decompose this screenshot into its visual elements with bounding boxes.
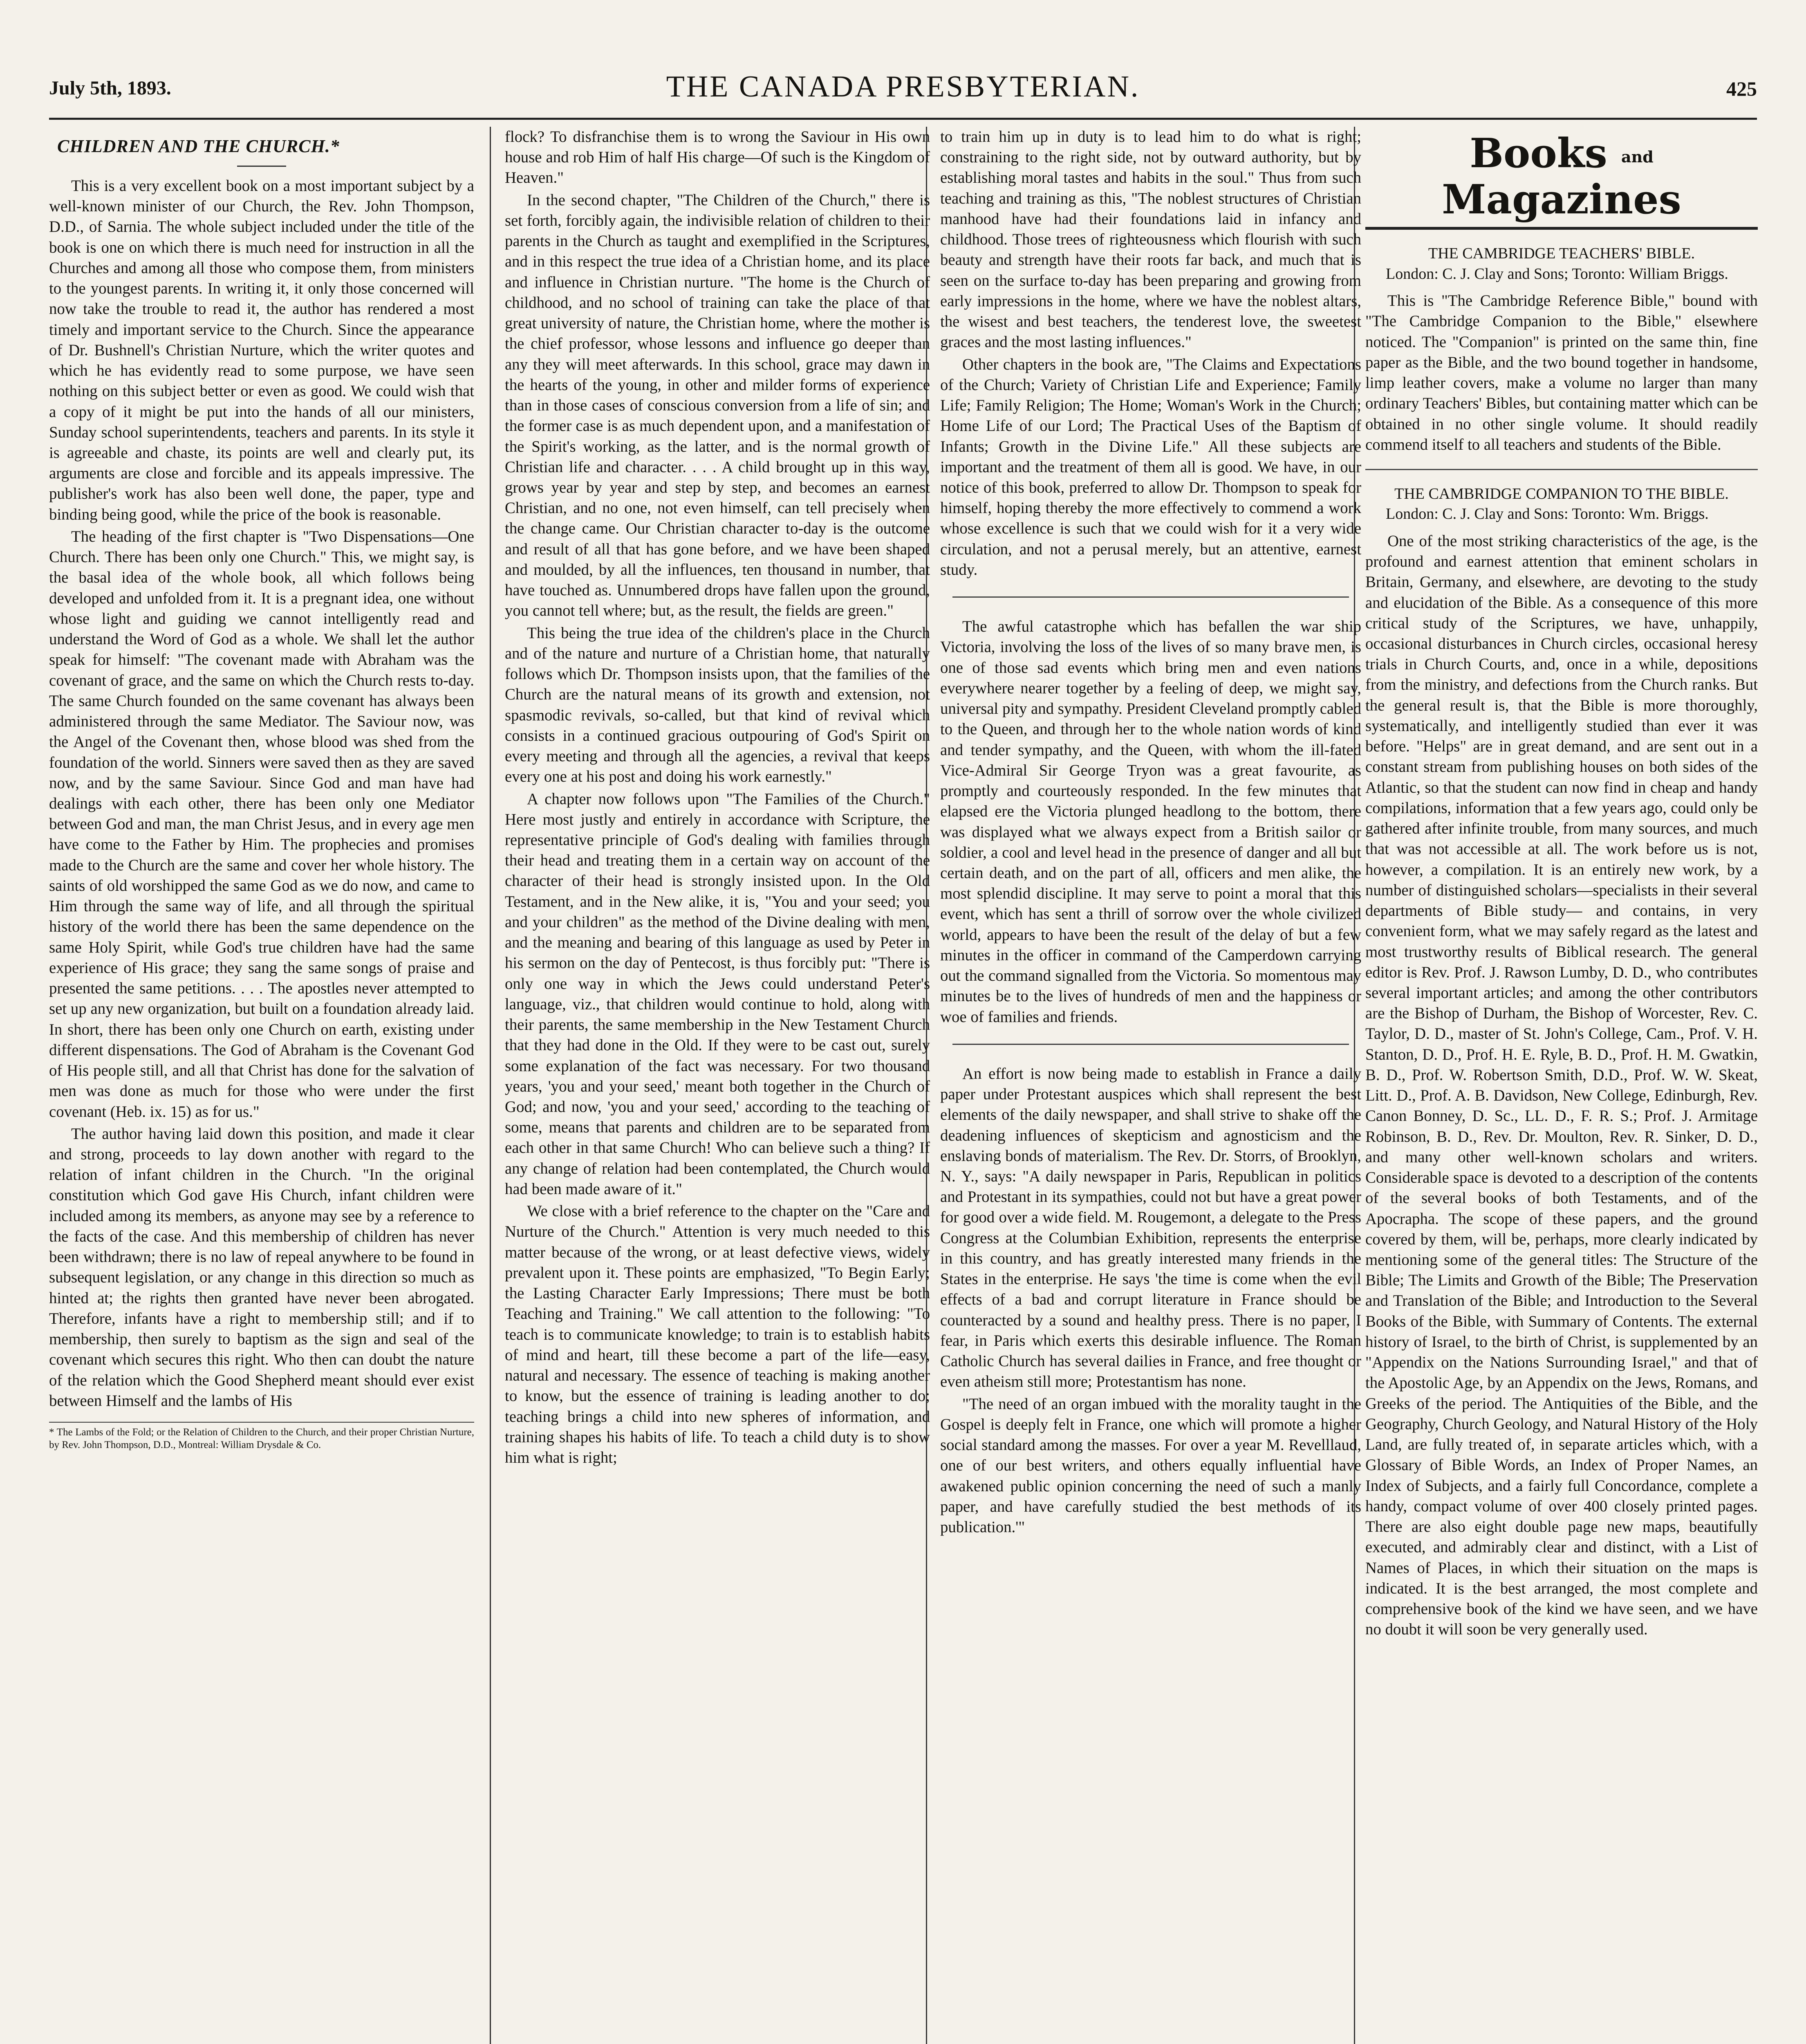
article-paragraph: to train him up in duty is to lead him to do what is right; constraining to the right side, not by outward authority, but by establishing moral tastes and habits in the soul." Thus from such teaching and training as this, "The noblest structures of Christian manhood have had their foundations laid in infancy and childhood. Those trees of righteousness which flourish with such beauty and strength have their roots far back, and much that is seen on the surface to-day has been preparing and growing from early impressions in the home, where we have the noblest altars, the wisest and best teachers, the tenderest love, the sweetest graces and the most lasting influences." (940, 128, 1361, 351)
book-title: THE CAMBRIDGE TEACHERS' BIBLE. (1428, 245, 1695, 262)
article-paragraph: In the second chapter, "The Children of the Church," there is set forth, forcibly again, the indivisible relation of children to their parents in the Church as taught and exemplified in the Scriptures, and in this respect the true idea of a Christian home, and its place and influence in Christian nurture. "The home is the Church of childhood, and no school of training can take the place of that great university of nature, the Christian home, where the mother is the chief professor, whose lessons and influence go deeper than any they will meet afterwards. In this school, grace may dawn in the hearts of the young, in other and milder forms of experience than in those cases of conscious conversion from a life of sin; and the former case is as much dependent upon, and a manifestation of the Spirit's working, as the latter, and is the normal growth of Christian life and character. . . . A child brought up in this way, grows year by year and step by step, and becomes an earnest Christian, and no one, not even himself, can tell precisely when the change came. Our Christian character to-day is the outcome and result of all that has gone before, and we have been shaped and moulded, by all the influences, ten thousand in number, that have touched as. Unnumbered drops have fallen upon the ground, you cannot tell where; but, as the result, the fields are green." (505, 191, 930, 620)
column-3 (940, 127, 1361, 2044)
book-review: One of the most striking characteristics of the age, is the profound and earnest attention that eminent scholars in Britain, Germany, and elsewhere, are devoting to the study and elucidation of the Bible. As a consequence of this more critical study of the Scriptures, we have, unhappily, occasional disturbances in Church circles, occasional heresy trials in Church Courts, and, once in a while, depositions from the ministry, and defections from the Church ranks. But the general result is, that the Bible is more thoroughly, systematically, and intelligently studied than ever it was before. "Helps" are in great demand, and are sent out in a constant stream from publishing houses on both sides of the Atlantic, so that the student can now find in cheap and handy compilations, information that a few years ago, could only be gathered after infinite trouble, from many sources, and much that was not accessible at all. The work before us is not, however, a compilation. It is an entirely new work, by a number of distinguished scholars—specialists in their several departments of Bible study— and contains, in very convenient form, what we may safely regard as the latest and most trustworthy results of Biblical research. The general editor is Rev. Prof. J. Rawson Lumby, D. D., who contributes several important articles; and among the other contributors are the Bishop of Durham, the Bishop of Worcester, Rev. C. Taylor, D. D., master of St. John's College, Cam., Prof. V. H. Stanton, D. D., Prof. H. E. Ryle, B. D., Prof. H. M. Gwatkin, B. D., Prof. W. Robertson Smith, D.D., Prof. W. W. Skeat, Litt. D., Prof. A. B. Davidson, New College, Edinburgh, Rev. Canon Bonney, D. Sc., LL. D., F. R. S.; Prof. J. Armitage Robinson, B. D., Rev. Dr. Moulton, Rev. R. Sinker, D. D., and many other well-known scholars and writers. Considerable space is devoted to a description of the contents of the several books of both Testaments, and of the Apocrapha. The scope of these papers, and the ground covered by them, will be, perhaps, more clearly indicated by mentioning some of the general titles: The Structure of the Bible; The Limits and Growth of the Bible; The Preservation and Translation of the Bible; and Introduction to the Several Books of the Bible, with Summary of Contents. The external history of Israel, to the birth of Christ, is supplemented by an "Appendix on the Nations Surrounding Israel," and that of the Apostolic Age, by an Appendix on the Jews, Romans, and Greeks of the period. The Antiquities of the Bible, and the Geography, Church Geology, and Natural History of the Holy Land, are fully treated of, in separate articles which, with a Glossary of Bible Words, an Index of Proper Names, an Index of Subjects, and a fairly full Concordance, complete a handy, compact volume of over 400 closely printed pages. There are also eight double page new maps, beautifully executed, and admirably clear and distinct, with a List of Names of Places, in which their situation on the maps is indicated. It is the best arranged, the most complete and comprehensive book of the kind we have seen, and we have no doubt it will soon be very generally used. (1365, 532, 1758, 1638)
book-publisher: London: C. J. Clay and Sons; Toronto: William Briggs. (1386, 265, 1728, 282)
column-2 (505, 127, 930, 2044)
banner-books: Books (1470, 130, 1607, 177)
section-banner (1365, 131, 1758, 223)
book-heading (1365, 244, 1758, 284)
book-title: THE CAMBRIDGE COMPANION TO THE BIBLE. (1394, 485, 1729, 503)
article-paragraph: A chapter now follows upon "The Families of the Church." Here most justly and entirely in accordance with Scripture, the representative principle of God's dealing with families through their head and treating them in a certain way on account of the character of their head is strongly insisted upon. In the Old Testament, and in the New alike, it is, "You and your seed; you and your children" as the method of the Divine dealing with men, and the meaning and bearing of this language as used by Peter in his sermon on the day of Pentecost, is thus forcibly put: "There is only one way in which the Jews could understand Peter's language, viz., that children would continue to hold, along with their parents, the same membership in the New Testament Church that they had done in the Old. If they were to be cast out, surely some explanation of the fact was necessary. For two thousand years, 'you and your seed,' meant both together in the Church of God; and now, 'you and your seed,' according to the teaching of some, means that parents and children are to be separated from each other in that same Church! Who can believe such a thing? If any change of relation had been contemplated, the Church would had been made aware of it." (505, 790, 930, 1198)
banner-magazines: Magazines (1442, 176, 1681, 223)
news-paragraph: The awful catastrophe which has befallen the war ship Victoria, involving the loss of the lives of so many brave men, is one of those sad events which bring men and even nations everywhere nearer together by a feeling of deep, we might say, universal pity and sympathy. President Cleveland promptly cabled to the Queen, and through her to the whole nation words of kind and tender sympathy, and the Queen, with whom the ill-fated Vice-Admiral Sir George Tryon was a great favourite, as promptly and courteously responded. In the few minutes that elapsed ere the Victoria plunged headlong to the bottom, there was displayed what we always expect from a British sailor or soldier, a cool and level head in the presence of danger and all but certain death, and on the part of all, officers and men alike, the most splendid discipline. It may serve to point a moral that this event, which has sent a thrill of sorrow over the whole civilized world, appears to have been the result of the delay of but a few minutes in the officer in command of the Camperdown carrying out the command signalled from the Victoria. So momentous may minutes be to the lives of hundreds of men and the happiness or woe of families and friends. (940, 618, 1361, 1026)
page-number: 425 (1726, 77, 1757, 100)
section-divider (1365, 469, 1758, 470)
column-1 (49, 127, 474, 2044)
news-paragraph: An effort is now being made to establish in France a daily paper under Protestant auspices which shall represent the best elements of the daily newspaper, and shall strive to shake off the deadening influences of skepticism and agnosticism and the enslaving bonds of materialism. The Rev. Dr. Storrs, of Brooklyn, N. Y., says: "A daily newspaper in Paris, Republican in politics and Protestant in its sympathies, could not but have a great power for good over a wide field. M. Rougemont, a delegate to the Press Congress at the Columbian Exhibition, represents the enterprise in this country, and has greatly interested many friends in the States in the enterprise. He says 'the time is come when the evil effects of a bad and corrupt literature in France should be counteracted by a sound and healthy press. There is no paper, I fear, in Paris which exerts this desirable influence. The Roman Catholic Church has several dailies in France, and free thought or even atheism still more; Protestantism has none. (940, 1065, 1361, 1391)
section-divider (952, 1044, 1349, 1045)
article-paragraph: We close with a brief reference to the chapter on the "Care and Nurture of the Church." Attention is very much needed to this matter because of the wrong, or at least defective views, widely prevalent upon it. These points are emphasized, "To Begin Early; the Lasting Character Early Impressions; There must be both Teaching and Training." We call attention to the following: "To teach is to communicate knowledge; to train is to establish habits of mind and heart, till these become a part of the life—easy, natural and necessary. The essence of teaching is making another to know, but the essence of training is leading another to do; teaching brings a child into new spheres of information, and training shapes his habits of life. To teach a child duty is to show him what is right; (505, 1202, 930, 1466)
header-rule (49, 118, 1757, 120)
article-title: CHILDREN AND THE CHURCH.* (57, 136, 340, 156)
article-paragraph: The heading of the first chapter is "Two Dispensations—One Church. There has been only one Church." This, we might say, is the basal idea of the whole book, all which follows being developed and unfolded from it. It is a pregnant idea, one without whose light and guiding we cannot intelligently read and understand the Word of God as a whole. We shall let the author speak for himself: "The covenant made with Abraham was the covenant of grace, and the same on which the Church rests to-day. The same Church founded on the same covenant has always been administered through the same Mediator. The Saviour now, was the Angel of the Covenant then, whose blood was shed from the foundation of the world. Sinners were saved then as they are saved now, and by the same Saviour. Since God and man have had dealings with each other, there has been only one Mediator between God and man, the man Christ Jesus, and in every age men have come to the Father by Him. The prophecies and promises made to the Church are the same and cover her whole history. The saints of old worshipped the same God as we do now, and came to Him through the same way of life, and all through the spiritual history of the world there has been the same dependence on the same Holy Spirit, while God's true children have had the same experience of His grace; they sang the same songs of praise and presented the same petitions. . . . The apostles never attempted to set up any new organization, but built on a foundation already laid. In short, there has been only one Church on earth, existing under different dispensations. The God of Abraham is the Covenant God of His people still, and all that Christ has done for the salvation of men was done as much for those who were under the first covenant (Heb. ix. 15) as for us." (49, 527, 474, 1121)
newspaper-title: THE CANADA PRESBYTERIAN. (666, 70, 1140, 103)
column-4 (1365, 127, 1758, 2044)
book-heading (1365, 484, 1758, 524)
page-header (49, 61, 1757, 123)
column-divider (490, 127, 491, 2044)
book-publisher: London: C. J. Clay and Sons: Toronto: Wm. Briggs. (1386, 505, 1709, 523)
title-rule (237, 166, 286, 167)
banner-and: and (1621, 147, 1654, 166)
article-paragraph: Other chapters in the book are, "The Claims and Expectations of the Church; Variety of Christian Life and Experience; Family Life; Family Religion; The Home; Woman's Work in the Church; Home Life of our Lord; The Practical Uses of the Baptism of Infants; Growth in the Divine Life." All these subjects are important and the treatment of them all is good. We have, in our notice of this book, preferred to allow Dr. Thompson to speak for himself, hoping thereby the more effectively to commend a work whose excellence is such that we could wish for it a very wide circulation, and not a perusal merely, but an attentive, earnest study. (940, 355, 1361, 578)
issue-date: July 5th, 1893. (49, 77, 171, 99)
article-paragraph: This being the true idea of the children's place in the Church and of the nature and nurture of a Christian home, that naturally follows which Dr. Thompson insists upon, that the families of the Church are the natural means of its growth and extension, not spasmodic revivals, so-called, but that kind of revival which consists in a continued gracious outpouring of God's Spirit on every meeting and through all the agencies, a revival that keeps every one at his post and doing his work earnestly." (505, 624, 930, 786)
article-paragraph: This is a very excellent book on a most important subject by a well-known minister of our Church, the Rev. John Thompson, D.D., of Sarnia. The whole subject included under the title of the book is one on which there is much need for instruction in all the Churches and among all those who compose them, from ministers to the youngest parents. In writing it, it only those concerned will now take the trouble to read it, the author has rendered a most timely and important service to the Church. Since the appearance of Dr. Bushnell's Christian Nurture, which the writer quotes and which he has evidently read to some purpose, we have seen nothing on this subject better or even as good. We could wish that a copy of it might be put into the hands of all our ministers, Sunday school superintendents, teachers and parents. In its style it is agreeable and chaste, its points are well and clearly put, its arguments are close and forcible and its appeals impressive. The publisher's work has also been well done, the paper, type and binding being good, while the price of the book is reasonable. (49, 177, 474, 523)
news-paragraph: "The need of an organ imbued with the morality taught in the Gospel is deeply felt in France, one which will promote a higher social standard among the masses. For over a year M. Revelllaud, one of our best writers, and others equally influential have awakened public opinion concerning the need of such a manly paper, and have carefully studied the best methods of its publication.'" (940, 1395, 1361, 1536)
footnote: * The Lambs of the Fold; or the Relation of Children to the Church, and their proper Christian Nurture, by Rev. John Thompson, D.D., Montreal: William Drysdale & Co. (49, 1422, 474, 1452)
book-review: This is "The Cambridge Reference Bible," bound with "The Cambridge Companion to the Bible," elsewhere noticed. The "Companion" is printed on the same thin, fine paper as the Bible, and the two bound together in handsome, limp leather covers, make a volume no larger than many ordinary Teachers' Bibles, but containing matter which can be obtained in no other single volume. It should readily commend itself to all teachers and students of the Bible. (1365, 292, 1758, 453)
article-paragraph: The author having laid down this position, and made it clear and strong, proceeds to lay down another with regard to the relation of infant children in the Church. "In the original constitution which God gave His Church, infant children were included among its members, as anyone may see by a reference to the facts of the case. And this membership of children has never been withdrawn; there is no law of repeal anywhere to be found in subsequent legislation, or any change in this direction so much as hinted at; the rights then granted have never been abrogated. Therefore, infants have a right to membership still; and if to membership, then surely to baptism as the sign and seal of the covenant which secures this right. Who then can doubt the nature of the relation which the Good Shepherd meant should ever exist between Himself and the lambs of His (49, 1125, 474, 1410)
banner-rule (1365, 227, 1758, 230)
article-paragraph: flock? To disfranchise them is to wrong the Saviour in His own house and rob Him of half His charge—Of such is the Kingdom of Heaven." (505, 128, 930, 187)
section-divider (952, 596, 1349, 598)
